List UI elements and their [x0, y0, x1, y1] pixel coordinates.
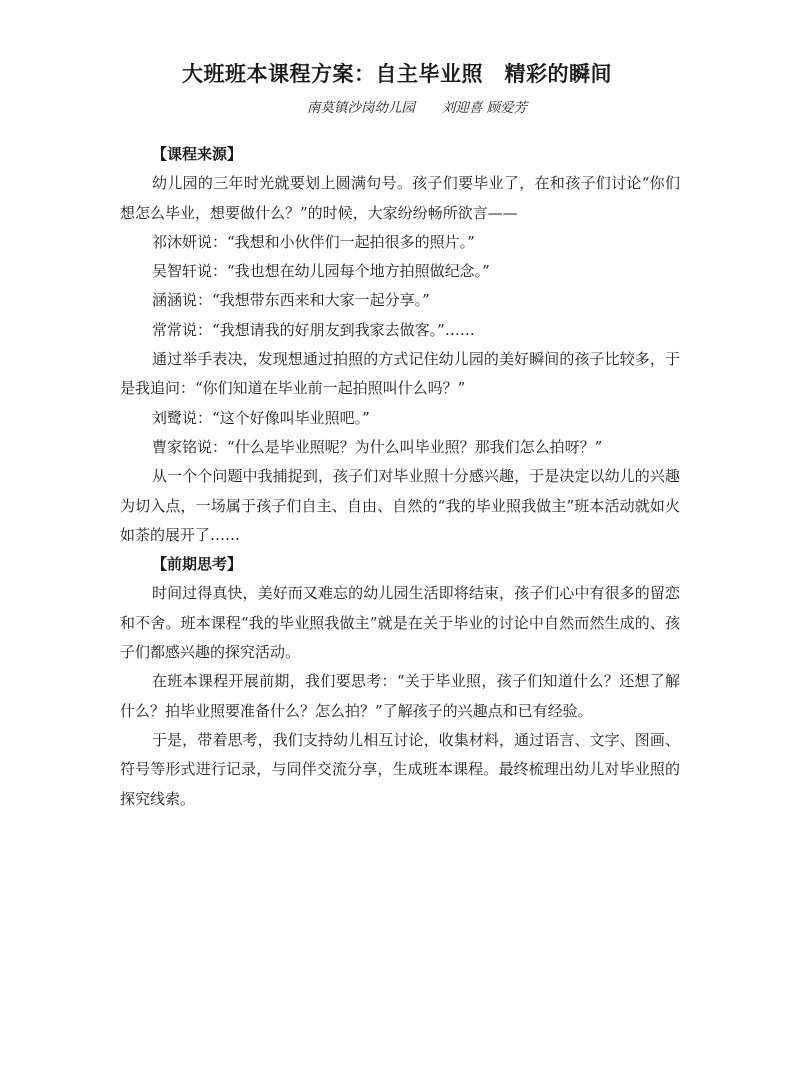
- paragraph: 于是，带着思考，我们支持幼儿相互讨论，收集材料，通过语言、文字、图画、符号等形式进行记录，与同伴交流分享，生成班本课程。最终梳理出幼儿对毕业照的探究线索。: [120, 730, 680, 808]
- paragraph: 通过举手表决，发现想通过拍照的方式记住幼儿园的美好瞬间的孩子比较多，于是我追问：“你们知道在毕业前一起拍照叫什么吗？”: [120, 350, 680, 398]
- document-body: [120, 140, 680, 814]
- paragraph: 祁沐妍说：“我想和小伙伴们一起拍很多的照片。”: [152, 232, 475, 251]
- author-byline: 南莫镇沙岗幼儿园 刘迎喜 顾爱芳: [306, 100, 528, 116]
- document-title: 大班班本课程方案：自主毕业照 精彩的瞬间: [182, 61, 612, 86]
- section-heading-course-source: 【课程来源】: [152, 145, 243, 163]
- paragraph: 曹家铭说：“什么是毕业照呢？为什么叫毕业照？那我们怎么拍呀？”: [152, 437, 603, 456]
- paragraph: 刘鹭说：“这个好像叫毕业照吧。”: [152, 408, 370, 427]
- paragraph: 常常说：“我想请我的好朋友到我家去做客。”……: [152, 320, 475, 339]
- paragraph: 在班本课程开展前期，我们要思考：“关于毕业照，孩子们知道什么？还想了解什么？拍毕业照要准备什么？怎么拍？”了解孩子的兴趣点和已有经验。: [120, 672, 680, 720]
- paragraph: 时间过得真快，美好而又难忘的幼儿园生活即将结束，孩子们心中有很多的留恋和不舍。班本课程“我的毕业照我做主”就是在关于毕业的讨论中自然而然生成的、孩子们都感兴趣的探究活动。: [120, 584, 680, 662]
- section-heading-preliminary-thinking: 【前期思考】: [152, 555, 243, 574]
- paragraph: 从一个个问题中我捕捉到，孩子们对毕业照十分感兴趣，于是决定以幼儿的兴趣为切入点，一场属于孩子们自主、自由、自然的“我的毕业照我做主”班本活动就如火如荼的展开了……: [120, 467, 680, 544]
- paragraph: 涵涵说：“我想带东西来和大家一起分享。”: [152, 291, 430, 310]
- paragraph: 幼儿园的三年时光就要划上圆满句号。孩子们要毕业了，在和孩子们讨论“你们想怎么毕业，想要做什么？”的时候，大家纷纷畅所欲言——: [120, 174, 680, 222]
- paragraph: 吴智轩说：“我也想在幼儿园每个地方拍照做纪念。”: [152, 262, 490, 281]
